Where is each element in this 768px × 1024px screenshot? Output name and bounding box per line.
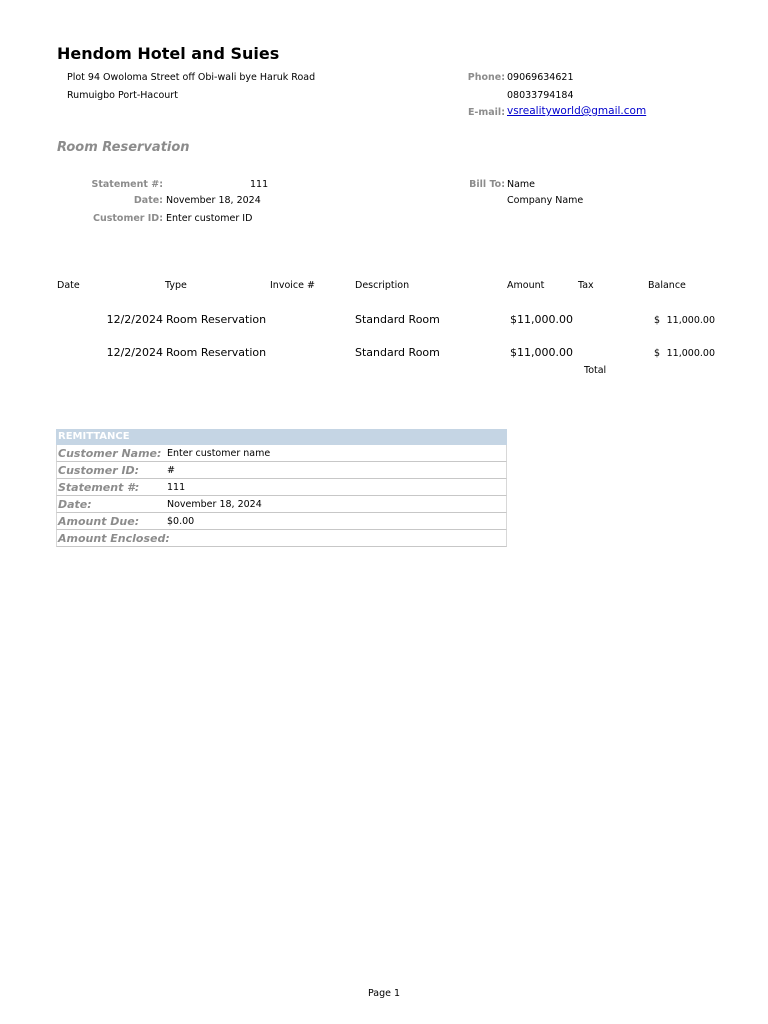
- remittance-customer-id-label: Customer ID:: [58, 464, 140, 477]
- remittance-amount-due: $0.00: [167, 516, 195, 527]
- header-balance: Balance: [648, 280, 686, 291]
- table-row-type: Room Reservation: [166, 346, 267, 359]
- header-description: Description: [355, 280, 410, 291]
- phone-label: Phone:: [467, 72, 505, 83]
- remittance-row-customer-id: [56, 462, 507, 479]
- remittance-row-amount-enclosed: [56, 530, 507, 547]
- email-label: E-mail:: [467, 107, 505, 118]
- table-row-description: Standard Room: [355, 346, 440, 359]
- remittance-row-amount-due: [56, 513, 507, 530]
- remittance-row-statement: [56, 479, 507, 496]
- company-name: Hendom Hotel and Suies: [57, 44, 280, 63]
- header-tax: Tax: [578, 280, 594, 291]
- table-row-balance-symbol: $: [654, 348, 661, 359]
- phone-number-1: 09069634621: [507, 72, 574, 83]
- table-row-amount: $11,000.00: [510, 313, 573, 326]
- remittance-row-customer-name: [56, 445, 507, 462]
- statement-number: 111: [250, 179, 269, 190]
- email-link[interactable]: vsrealityworld@gmail.com: [507, 105, 647, 117]
- company-address-line1: Plot 94 Owoloma Street off Obi-wali bye Haruk Road: [67, 72, 316, 83]
- table-row-amount: $11,000.00: [510, 346, 573, 359]
- table-row-balance-symbol: $: [654, 315, 661, 326]
- table-row-balance: 11,000.00: [666, 348, 715, 359]
- header-type: Type: [165, 280, 187, 291]
- customer-id: Enter customer ID: [166, 213, 253, 224]
- document-title: Room Reservation: [57, 140, 190, 155]
- bill-to-label: Bill To:: [469, 179, 505, 190]
- remittance-section: [56, 429, 507, 547]
- table-row-date: 12/2/2024: [106, 313, 163, 326]
- remittance-row-date: [56, 496, 507, 513]
- remittance-customer-id: #: [167, 465, 175, 476]
- total-label: Total: [584, 365, 607, 376]
- statement-date-label: Date:: [133, 195, 163, 206]
- remittance-customer-name-label: Customer Name:: [58, 447, 162, 460]
- remittance-amount-enclosed-label: Amount Enclosed:: [58, 532, 170, 545]
- table-row-description: Standard Room: [355, 313, 440, 326]
- remittance-amount-due-label: Amount Due:: [58, 515, 140, 528]
- header-amount: Amount: [507, 280, 545, 291]
- table-row-balance: 11,000.00: [666, 315, 715, 326]
- remittance-date-label: Date:: [58, 498, 92, 511]
- remittance-customer-name: Enter customer name: [167, 448, 271, 459]
- header-invoice: Invoice #: [270, 280, 315, 291]
- statement-number-label: Statement #:: [91, 179, 163, 190]
- remittance-statement-label: Statement #:: [58, 481, 140, 494]
- company-address-line2: Rumuigbo Port-Hacourt: [67, 90, 178, 101]
- bill-to-company: Company Name: [507, 195, 584, 206]
- page-number: Page 1: [367, 988, 401, 999]
- statement-date: November 18, 2024: [166, 195, 261, 206]
- header-date: Date: [57, 280, 80, 291]
- table-row-date: 12/2/2024: [106, 346, 163, 359]
- phone-number-2: 08033794184: [507, 90, 574, 101]
- customer-id-label: Customer ID:: [92, 213, 163, 224]
- remittance-title: REMITTANCE: [56, 429, 507, 445]
- bill-to-name: Name: [507, 179, 536, 190]
- remittance-date: November 18, 2024: [167, 499, 262, 510]
- remittance-statement: 111: [167, 482, 186, 493]
- table-row-type: Room Reservation: [166, 313, 267, 326]
